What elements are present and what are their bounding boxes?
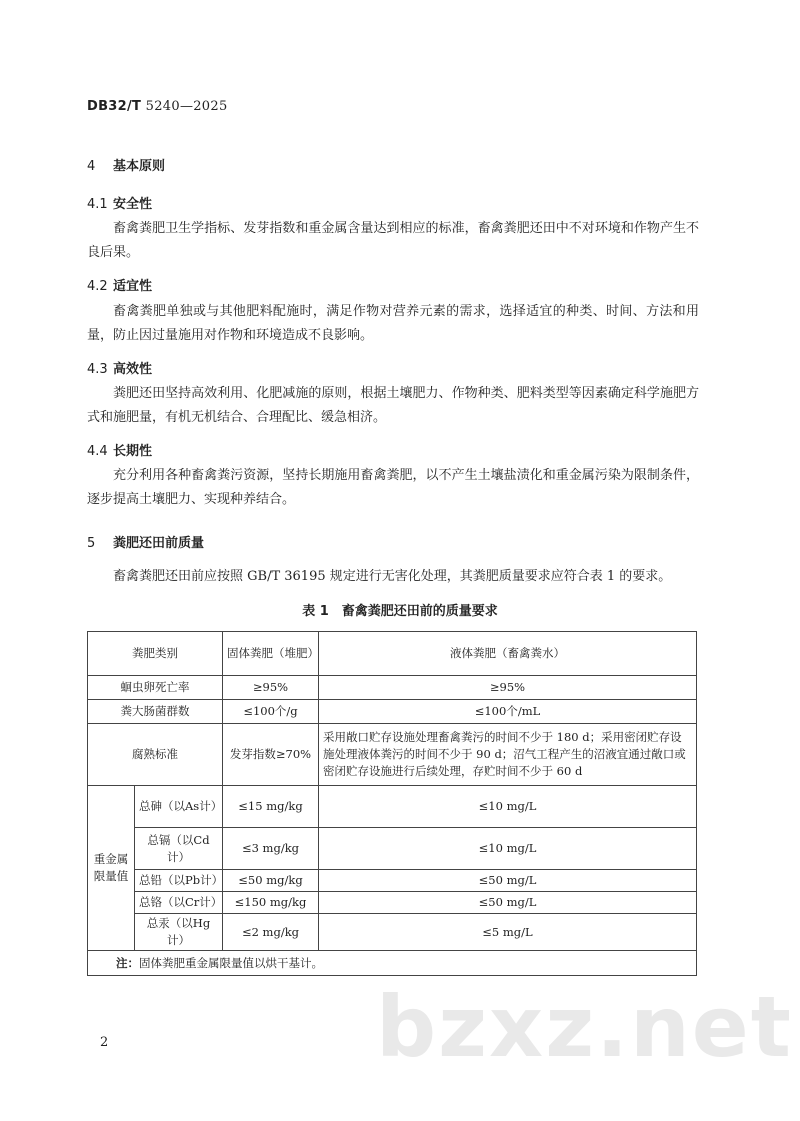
document-header: [87, 99, 228, 114]
section-title: 安全性: [113, 197, 153, 212]
solid-value: ≤50 mg/kg: [223, 870, 319, 892]
note-text: 固体粪肥重金属限量值以烘干基计。: [139, 955, 323, 970]
section-4-2-text: 畜禽粪肥单独或与其他肥料配施时，满足作物对营养元素的需求，选择适宜的种类、时间、方法和用量，防止因过量施用对作物和环境造成不良影响。: [87, 304, 699, 343]
solid-value: ≤150 mg/kg: [223, 892, 319, 914]
metal-name: 总镉（以Cd计）: [135, 828, 223, 870]
header-solid: 固体粪肥（堆肥）: [223, 632, 319, 676]
metal-name: 总铅（以Pb计）: [135, 870, 223, 892]
solid-value: ≤3 mg/kg: [223, 828, 319, 870]
liquid-value: ≤10 mg/L: [319, 828, 697, 870]
section-number: 4.1: [87, 197, 108, 212]
table-row: [88, 676, 697, 700]
liquid-value: 采用敞口贮存设施处理畜禽粪污的时间不少于 180 d；采用密闭贮存设施处理液体粪污的时间不少于 90 d；沼气工程产生的沼液宜通过敞口或密闭贮存设施进行后续处理，存贮时间不少于 60 d: [319, 724, 697, 786]
metal-name: 总砷（以As计）: [135, 786, 223, 828]
table-row: [88, 700, 697, 724]
section-4-heading: [87, 155, 165, 174]
liquid-value: ≤5 mg/L: [319, 914, 697, 951]
section-number: 4.4: [87, 444, 108, 459]
section-4-2-heading: [87, 275, 152, 294]
solid-value: ≥95%: [223, 676, 319, 700]
metal-name: 总汞（以Hg计）: [135, 914, 223, 951]
table-row: [88, 892, 697, 914]
section-number: 4.3: [87, 362, 108, 377]
table-header-row: [88, 632, 697, 676]
metal-name: 总铬（以Cr计）: [135, 892, 223, 914]
section-4-3-text: 粪肥还田坚持高效利用、化肥减施的原则，根据土壤肥力、作物种类、肥料类型等因素确定科学施肥方式和施肥量，有机无机结合、合理配比、缓急相济。: [87, 386, 699, 425]
section-title: 基本原则: [113, 159, 166, 174]
solid-value: ≤15 mg/kg: [223, 786, 319, 828]
solid-value: ≤2 mg/kg: [223, 914, 319, 951]
watermark: bzxz.net: [376, 978, 793, 1076]
section-4-1-heading: [87, 193, 152, 212]
row-label: 蛔虫卵死亡率: [88, 676, 223, 700]
table-note-row: [88, 951, 697, 976]
solid-value: ≤100个/g: [223, 700, 319, 724]
section-5-text: 畜禽粪肥还田前应按照 GB/T 36195 规定进行无害化处理，其粪肥质量要求应符合表 1 的要求。: [113, 569, 672, 584]
section-4-3-heading: [87, 358, 152, 377]
liquid-value: ≤50 mg/L: [319, 892, 697, 914]
standard-prefix: DB32/T: [87, 99, 142, 114]
liquid-value: ≤10 mg/L: [319, 786, 697, 828]
heavy-metal-label: 重金属限量值: [88, 786, 135, 951]
section-5-heading: [87, 532, 204, 551]
header-liquid: 液体粪肥（畜禽粪水）: [319, 632, 697, 676]
section-title: 适宜性: [113, 279, 153, 294]
table-row: [88, 724, 697, 786]
section-4-4-text: 充分利用各种畜禽粪污资源，坚持长期施用畜禽粪肥，以不产生土壤盐渍化和重金属污染为限制条件，逐步提高土壤肥力、实现种养结合。: [87, 468, 699, 507]
section-title: 粪肥还田前质量: [113, 536, 205, 551]
liquid-value: ≤100个/mL: [319, 700, 697, 724]
section-4-4-heading: [87, 440, 152, 459]
quality-table: [87, 631, 697, 976]
section-number: 5: [87, 536, 96, 551]
page-number: 2: [100, 1035, 109, 1050]
standard-code: 5240—2025: [145, 99, 228, 114]
table-row: [88, 828, 697, 870]
section-number: 4.2: [87, 279, 108, 294]
liquid-value: ≥95%: [319, 676, 697, 700]
table-row: [88, 786, 697, 828]
note-label: 注：: [116, 955, 139, 970]
table-row: [88, 870, 697, 892]
table-note: [88, 951, 697, 976]
row-label: 腐熟标准: [88, 724, 223, 786]
section-title: 长期性: [113, 444, 153, 459]
row-label: 粪大肠菌群数: [88, 700, 223, 724]
section-4-1-text: 畜禽粪肥卫生学指标、发芽指数和重金属含量达到相应的标准，畜禽粪肥还田中不对环境和作物产生不良后果。: [87, 221, 699, 260]
table-row: [88, 914, 697, 951]
section-title: 高效性: [113, 362, 153, 377]
header-fertilizer-type: 粪肥类别: [88, 632, 223, 676]
liquid-value: ≤50 mg/L: [319, 870, 697, 892]
table-caption: 表 1 畜禽粪肥还田前的质量要求: [302, 604, 498, 619]
section-number: 4: [87, 159, 96, 174]
solid-value: 发芽指数≥70%: [223, 724, 319, 786]
